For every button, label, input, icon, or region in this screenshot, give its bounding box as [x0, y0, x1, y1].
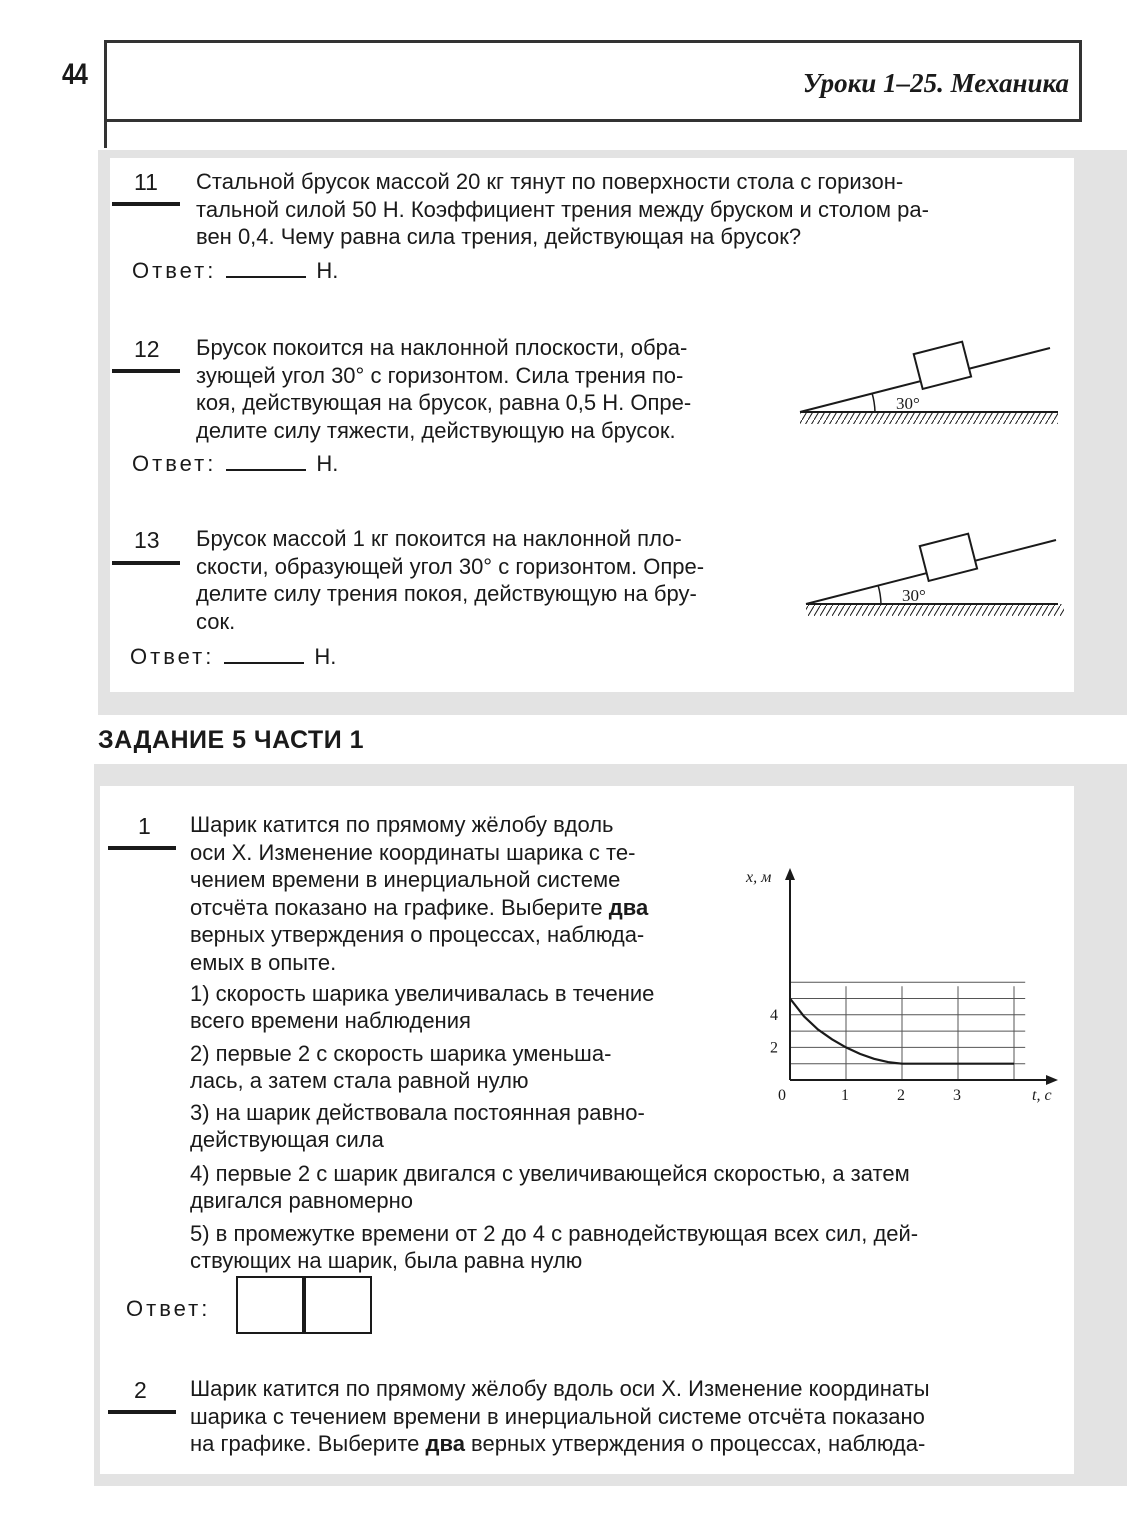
text-line [190, 894, 723, 922]
angle-arc [872, 393, 875, 412]
answer-option [190, 1040, 723, 1094]
answer-unit: Н. [314, 644, 337, 669]
x-tick-label: 1 [841, 1087, 849, 1104]
text-segment: на графике. Выберите [190, 1431, 426, 1456]
question-marker [112, 561, 180, 565]
answer-label: Ответ: [132, 451, 217, 476]
option-line: 1) скорость шарика увеличивалась в течение [190, 981, 655, 1006]
option-line: 2) первые 2 с скорость шарика уменьша- [190, 1041, 612, 1066]
question-marker [108, 846, 176, 850]
answer-unit: Н. [316, 451, 339, 476]
option-line: всего времени наблюдения [190, 1008, 471, 1033]
emphasis: два [608, 894, 649, 920]
question-text [190, 1375, 1056, 1458]
answer-option [190, 1099, 723, 1153]
answer-label: Ответ: [130, 644, 215, 669]
x-tick-labels [778, 1087, 961, 1104]
y-axis-arrow [785, 868, 795, 880]
text-line: делите силу тяжести, действующую на брусок. [196, 417, 676, 443]
text-line: Брусок массой 1 кг покоится на наклонной пло- [196, 526, 682, 551]
answer-option [190, 980, 723, 1034]
text-line: емых в опыте. [190, 949, 337, 975]
text-line: оси X. Изменение координаты шарика с те- [190, 839, 636, 865]
block [920, 534, 977, 581]
text-line: Шарик катится по прямому жёлобу вдоль [190, 812, 614, 837]
question-marker [112, 202, 180, 206]
section-title: ЗАДАНИЕ 5 ЧАСТИ 1 [98, 726, 365, 754]
chapter-title: Уроки 1–25. Механика [802, 68, 1069, 98]
text-line: сок. [196, 608, 236, 634]
answer-option [190, 1220, 1056, 1274]
x-tick-label: 0 [778, 1087, 786, 1104]
option-line: 5) в промежутке времени от 2 до 4 с равнодействующая всех сил, дей- [190, 1221, 919, 1246]
text-line: тальной силой 50 Н. Коэффициент трения между бруском и столом ра- [196, 196, 929, 222]
x-tick-label: 3 [953, 1087, 961, 1104]
y-tick-label: 2 [770, 1039, 778, 1057]
text-line: коя, действующая на брусок, равна 0,5 Н. Опре- [196, 390, 692, 415]
answer-option [190, 1160, 1056, 1214]
text-line: делите силу трения покоя, действующую на бру- [196, 581, 697, 606]
header-divider [104, 120, 107, 148]
question-number: 1 [138, 813, 151, 839]
answer-blank[interactable] [224, 658, 304, 664]
question-number: 12 [134, 336, 160, 362]
answer-cell-2[interactable] [302, 1276, 372, 1334]
question-number: 13 [134, 527, 160, 553]
answer-label: Ответ: [132, 258, 217, 283]
option-line: действующая сила [190, 1127, 384, 1152]
question-marker [112, 369, 180, 373]
angle-label: 30° [896, 394, 920, 413]
option-line: двигался равномерно [190, 1188, 413, 1213]
text-segment: отсчёта показано на графике. Выберите [190, 894, 609, 920]
question-marker [108, 1410, 176, 1414]
text-line: Стальной брусок массой 20 кг тянут по поверхности стола с горизон- [196, 169, 904, 194]
text-line: чением времени в инерциальной системе [190, 867, 621, 892]
text-line: Шарик катится по прямому жёлобу вдоль оси X. Изменение координаты [190, 1376, 930, 1401]
chart-grid [790, 982, 1025, 1080]
page-number: 44 [62, 58, 88, 91]
text-segment: верных утверждения о процессах, наблюда- [464, 1431, 926, 1456]
answer-label: Ответ: [126, 1296, 211, 1321]
ground-hatching [800, 412, 1058, 424]
option-line: 3) на шарик действовала постоянная равно- [190, 1100, 645, 1125]
question-text [196, 168, 1062, 251]
emphasis: два [425, 1431, 465, 1456]
text-line [190, 1430, 1056, 1458]
text-line: Брусок покоится на наклонной плоскости, обра- [196, 335, 688, 360]
angle-label: 30° [902, 586, 926, 605]
option-line: 4) первые 2 с шарик двигался с увеличивающейся скоростью, а затем [190, 1161, 910, 1186]
coordinate-time-chart [740, 860, 1070, 1110]
incline-figure [796, 516, 1076, 626]
text-line: зующей угол 30° с горизонтом. Сила трения по- [196, 362, 684, 388]
question-text [196, 525, 776, 635]
incline-figure [790, 330, 1070, 440]
answer-cell-1[interactable] [236, 1276, 306, 1334]
question-number: 11 [134, 169, 158, 195]
y-tick-label: 4 [770, 1006, 778, 1024]
angle-arc [878, 585, 881, 604]
text-line: шарика с течением времени в инерциальной системе отсчёта показано [190, 1403, 925, 1429]
answer-blank[interactable] [226, 465, 306, 471]
y-tick-labels [770, 1007, 778, 1057]
answer-line [130, 644, 336, 670]
block [914, 342, 971, 389]
answer-blank[interactable] [226, 272, 306, 278]
x-axis-arrow [1046, 1075, 1058, 1085]
text-line: верных утверждения о процессах, наблюда- [190, 922, 645, 947]
answer-line [132, 258, 338, 284]
answer-line [132, 451, 338, 477]
option-line: лась, а затем стала равной нулю [190, 1068, 529, 1093]
option-line: ствующих на шарик, была равна нулю [190, 1248, 583, 1273]
ground-hatching [806, 604, 1064, 616]
text-line: скости, образующей угол 30° с горизонтом. Опре- [196, 553, 705, 579]
question-text [190, 811, 723, 976]
text-line: вен 0,4. Чему равна сила трения, действующая на брусок? [196, 224, 802, 249]
question-text [196, 334, 776, 444]
y-axis-label: x, м [746, 869, 772, 886]
question-number: 2 [134, 1377, 147, 1403]
x-axis-label: t, с [1032, 1087, 1052, 1104]
x-tick-label: 2 [897, 1087, 905, 1104]
answer-unit: Н. [316, 258, 339, 283]
